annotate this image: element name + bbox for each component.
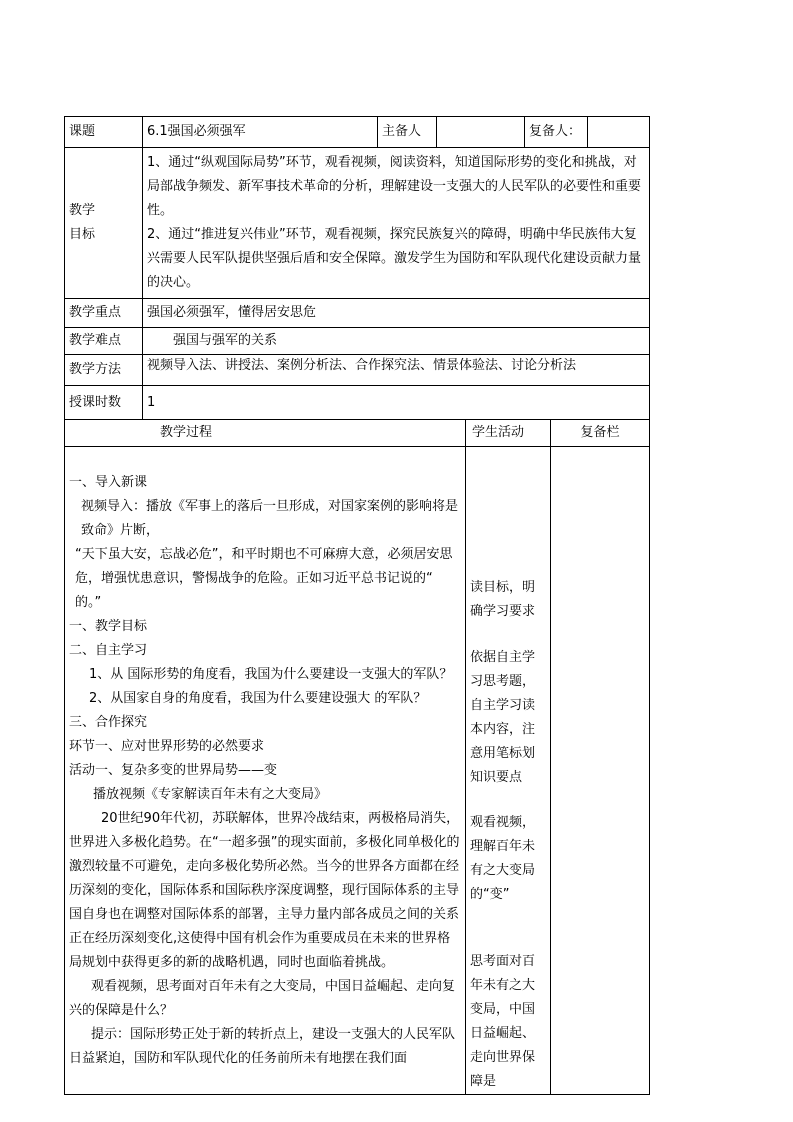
hours-label: 授课时数 xyxy=(65,386,143,420)
topic-row xyxy=(65,117,650,148)
process-header-row xyxy=(65,420,650,447)
process-line: 2、从国家自身的角度看，我国为什么要建设强大 的军队？ xyxy=(89,690,427,706)
hours-value: 1 xyxy=(143,386,650,420)
methods-row xyxy=(65,355,650,386)
student-activity-item: 观看视频，理解百年未有之大变局的“变” xyxy=(470,815,536,902)
lead-teacher-value xyxy=(437,117,525,148)
student-activity-item: 思考面对百年未有之大变局，中国日益崛起、走向世界保障是 xyxy=(470,954,536,1089)
methods-value: 视频导入法、讲授法、案例分析法、合作探究法、情景体验法、讨论分析法 xyxy=(143,355,650,386)
key-points-row xyxy=(65,299,650,328)
process-line: 1、从 国际形势的角度看，我国为什么要建设一支强大的军队？ xyxy=(89,666,453,682)
process-line: 环节一、应对世界形势的必然要求 xyxy=(69,738,265,754)
objectives-row xyxy=(65,148,650,299)
lead-teacher-label: 主备人 xyxy=(378,117,437,148)
process-line: “天下虽大安，忘战必危”，和平时期也不可麻痹大意，必须居安思危，增强忧患意识，警惕战争的危险。正如习近平总书记说的“ 的。” xyxy=(75,546,453,610)
review-content xyxy=(551,447,650,1095)
difficulty-value: 强国与强军的关系 xyxy=(143,328,650,355)
process-line: 活动一、复杂多变的世界局势——变 xyxy=(69,762,278,778)
topic-label: 课题 xyxy=(65,117,143,148)
objectives-content xyxy=(143,148,650,299)
student-activity-content xyxy=(466,447,551,1095)
key-points-label: 教学重点 xyxy=(65,299,143,328)
student-activity-item: 读目标，明确学习要求 xyxy=(470,580,536,619)
lesson-plan-table xyxy=(64,116,650,1095)
process-line: 观看视频，思考面对百年未有之大变局，中国日益崛起、走向复兴的保障是什么？ xyxy=(69,978,456,1018)
process-line: 二、自主学习 xyxy=(69,642,148,658)
co-teacher-value xyxy=(588,117,650,148)
co-teacher-label: 复备人： xyxy=(525,117,588,148)
process-line: 一、教学目标 xyxy=(69,618,148,634)
objective-item-2: 2、通过“推进复兴伟业”环节，观看视频，探究民族复兴的障碍，明确中华民族伟大复兴需要人民军队提供坚强后盾和安全保障。激发学生为国防和军队现代化建设贡献力量的决心。 xyxy=(147,227,642,290)
methods-label: 教学方法 xyxy=(65,355,143,386)
topic-value: 6.1强国必须强军 xyxy=(143,117,378,148)
difficulty-row xyxy=(65,328,650,355)
process-line: 提示：国际形势正处于新的转折点上，建设一支强大的人民军队日益紧迫，国防和军队现代化的任务前所未有地摆在我们面 xyxy=(69,1026,456,1066)
process-line: 三、合作探究 xyxy=(69,714,148,730)
review-header: 复备栏 xyxy=(551,420,650,447)
key-points-value: 强国必须强军，懂得居安思危 xyxy=(143,299,650,328)
objective-item-1: 1、通过“纵观国际局势”环节，观看视频，阅读资料，知道国际形势的变化和挑战，对局部战争频发、新军事技术革命的分析，理解建设一支强大的人民军队的必要性和重要性。 xyxy=(147,155,642,218)
student-activity-header: 学生活动 xyxy=(466,420,551,447)
process-line: 一、导入新课 xyxy=(69,474,148,490)
objectives-label-line2: 目标 xyxy=(69,227,96,242)
process-header: 教学过程 xyxy=(65,420,466,447)
process-line: 视频导入：播放《军事上的落后一旦形成，对国家案例的影响将是致命》片断， xyxy=(81,498,459,538)
process-line: 播放视频《专家解读百年未有之大变局》 xyxy=(93,786,328,802)
process-content xyxy=(65,447,466,1095)
hours-row xyxy=(65,386,650,420)
difficulty-label: 教学难点 xyxy=(65,328,143,355)
student-activity-item: 依据自主学习思考题，自主学习读本内容，注意用笔标划知识要点 xyxy=(470,649,536,785)
process-body-row xyxy=(65,447,650,1095)
process-line: 20世纪90年代初，苏联解体，世界冷战结束，两极格局消失，世界进入多极化趋势。在“一超多强”的现实面前，多极化同单极化的激烈较量不可避免，走向多极化势所必然。当今的世界各方面都在经历深刻的变化，国际体系和国际秩序深度调整，现行国际体系的主导国自身也在调整对国际体系的部署，主导力量内部各成员之间的关系正在经历深刻变化,这使得中国有机会作为重要成员在未来的世界格局规划中获得更多的新的战略机遇，同时也面临着挑战。 xyxy=(69,810,460,970)
objectives-label-line1: 教学 xyxy=(69,203,96,218)
objectives-label xyxy=(65,148,143,299)
